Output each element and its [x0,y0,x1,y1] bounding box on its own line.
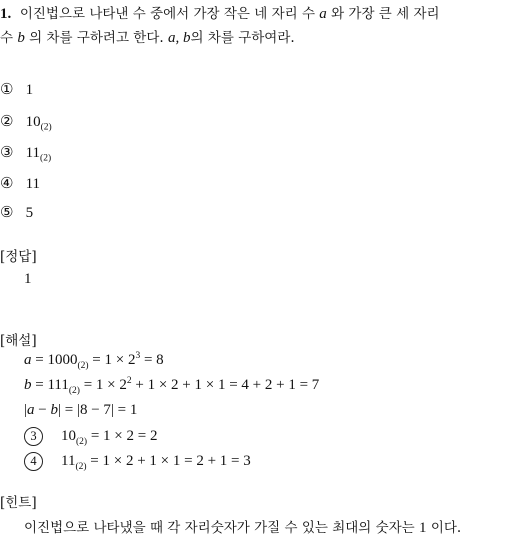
var-a: a [27,402,35,418]
question-number: 1. [0,6,12,22]
option-value: 1 [25,82,34,98]
question-text-2c: 의 차를 구하여라. [190,30,295,46]
option-mark: ⑤ [0,203,14,221]
expr: + 1 × 2 + 1 × 1 = 4 + 2 + 1 = 7 [131,377,320,393]
explanation-item-3 [24,427,157,446]
option-mark: ③ [0,143,14,161]
expr: = 1000 [31,352,78,368]
var-b: b [50,402,58,418]
hint-text [24,516,461,537]
superscript: 3 [135,351,141,361]
option-sub: (2) [40,122,52,133]
question-text-2b: 의 차를 구하려고 한다. [29,30,164,46]
explanation-line-b [24,377,319,394]
hint-number: 1 [419,520,427,536]
ring-number: 4 [24,452,43,471]
subscript: (2) [77,361,89,371]
expr: = 1 × 2 = 2 [87,428,158,444]
subscript: (2) [68,386,80,396]
hint-text-post: 이다. [430,520,462,536]
question-text-1a: 이진법으로 나타낸 수 중에서 가장 작은 네 자리 수 [19,6,315,22]
explanation-line-diff [24,402,137,419]
expr: = 8 [140,352,164,368]
expr: = 1 × 2 [88,352,136,368]
ring-number: 3 [24,427,43,446]
expr: | [24,402,28,418]
subscript: (2) [76,437,88,447]
option-5[interactable] [0,203,33,222]
var-b: b [17,30,25,46]
option-sub: (2) [40,153,52,164]
question-text-1b: 와 가장 큰 세 자리 [331,6,440,22]
answer-value: 1 [24,271,32,287]
option-mark: ② [0,112,14,130]
expr: − [34,402,51,418]
option-4[interactable] [0,174,40,193]
expr: 11 [61,453,76,469]
hint-text-pre: 이진법으로 나타냈을 때 각 자리숫자가 가질 수 있는 최대의 숫자는 [24,520,415,536]
option-value: 11 [25,145,41,161]
option-2[interactable] [0,112,52,131]
option-3[interactable] [0,143,51,162]
option-value: 5 [25,205,34,221]
option-mark: ④ [0,174,14,192]
superscript: 2 [126,376,132,386]
explanation-item-4 [24,452,251,471]
var-ab: a, b [167,30,191,46]
option-1[interactable] [0,80,33,99]
explanation-line-a [24,352,164,369]
option-value: 11 [25,176,41,192]
answer-heading: [정답] [0,249,37,265]
subscript: (2) [75,462,87,472]
var-a: a [24,352,32,368]
expr: = 1 × 2 + 1 × 1 = 2 + 1 = 3 [86,453,251,469]
expr: 10 [61,428,76,444]
expr: = 1 × 2 [79,377,127,393]
var-a: a [319,6,327,22]
question-line-1 [0,2,440,23]
option-value: 10 [25,114,41,130]
expr: | = |8 − 7| = 1 [57,402,138,418]
explanation-heading: [해설] [0,333,37,349]
var-b: b [24,377,32,393]
question-text-2a: 수 [0,30,14,46]
option-mark: ① [0,80,14,98]
expr: = 111 [31,377,69,393]
question-line-2 [0,26,295,47]
hint-heading: [힌트] [0,495,37,511]
